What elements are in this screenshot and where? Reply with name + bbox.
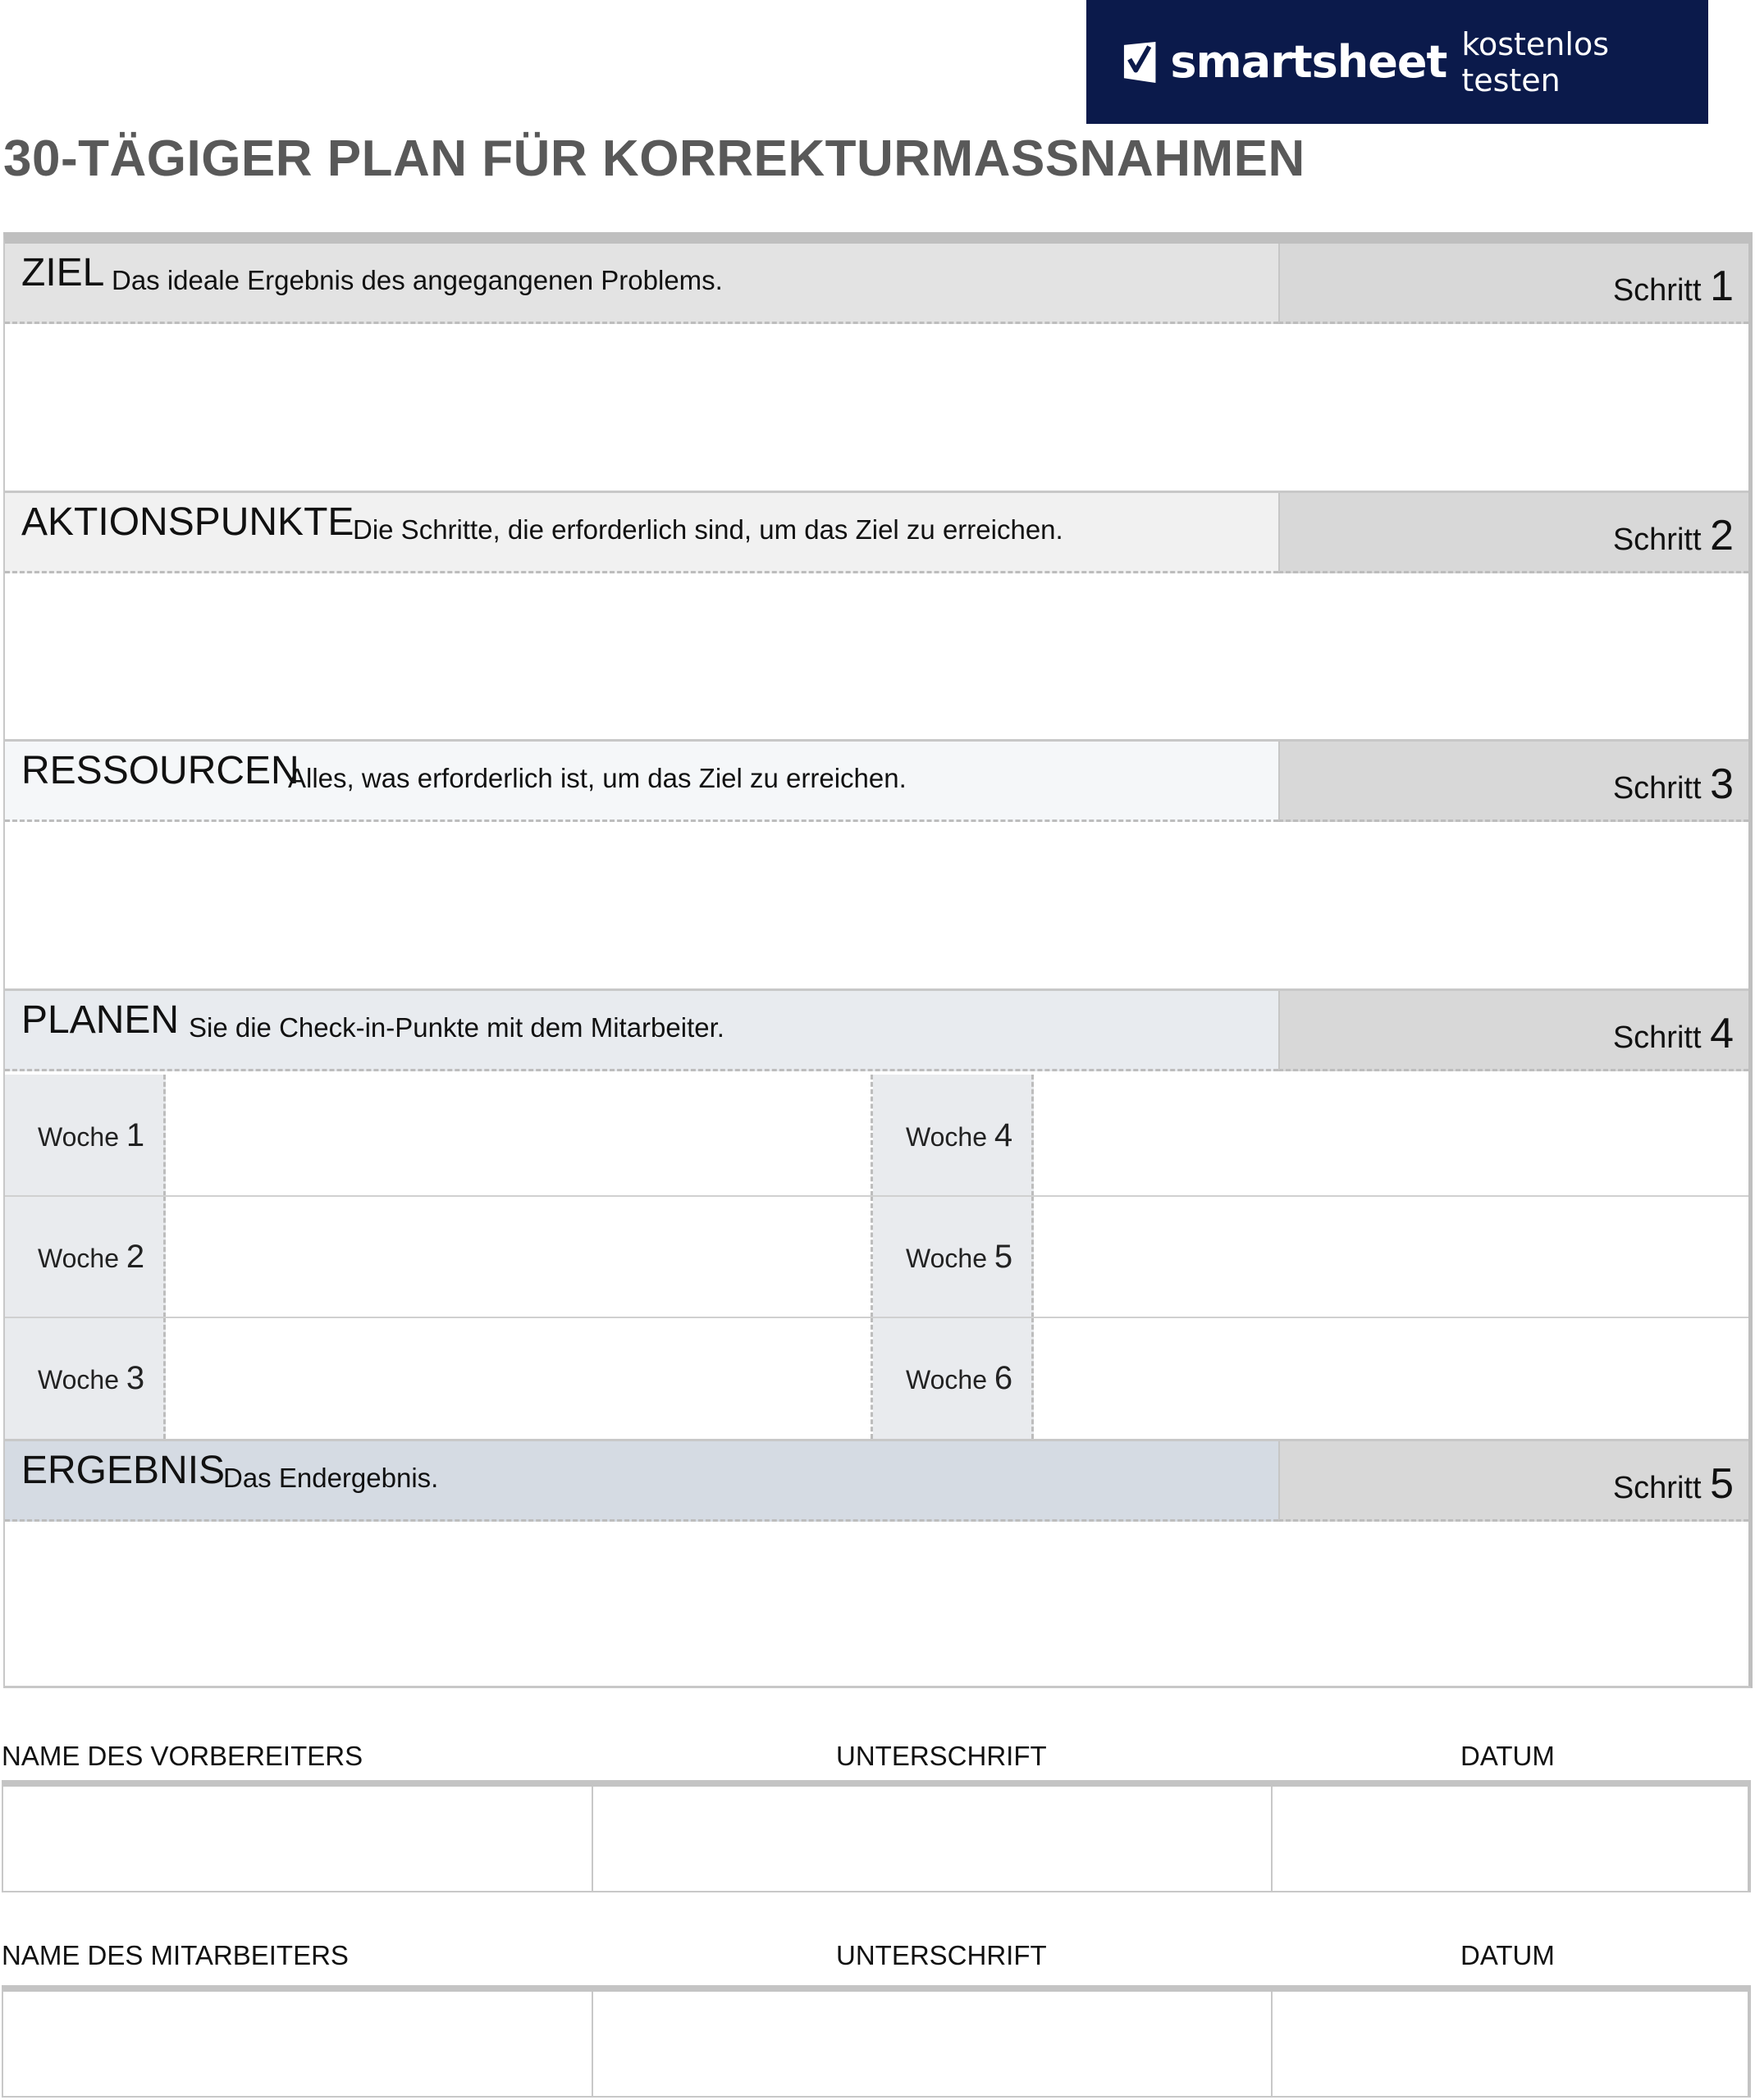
week-2-field[interactable]	[166, 1196, 873, 1317]
preparer-date-field[interactable]	[1273, 1787, 1748, 1891]
section-header	[5, 742, 1278, 822]
section-title: ERGEBNIS	[21, 1449, 226, 1492]
week-label: Woche 6	[873, 1317, 1034, 1439]
result-field[interactable]	[5, 1522, 1748, 1684]
step-word: Schritt	[1612, 1471, 1702, 1505]
employee-signature-row	[2, 1985, 1751, 2098]
week-label: Woche 5	[873, 1196, 1034, 1317]
trial-cta: kostenlos testen	[1461, 25, 1609, 98]
step-number: 5	[1710, 1460, 1734, 1508]
employee-name-label: NAME DES MITARBEITERS	[2, 1940, 349, 1970]
week-1-field[interactable]	[166, 1075, 873, 1196]
week-label: Woche 1	[5, 1075, 166, 1196]
week-3-field[interactable]	[166, 1317, 873, 1439]
section-description: Die Schritte, die erforderlich sind, um das Ziel zu erreichen.	[353, 514, 1063, 545]
step-badge	[1278, 1441, 1748, 1522]
section-header	[5, 1441, 1278, 1522]
section-header	[5, 991, 1278, 1071]
week-6-field[interactable]	[1034, 1317, 1748, 1439]
week-label: Woche 3	[5, 1317, 166, 1439]
week-5-field[interactable]	[1034, 1196, 1748, 1317]
section-description: Alles, was erforderlich ist, um das Ziel zu erreichen.	[288, 763, 907, 793]
section-header	[5, 244, 1278, 324]
section-header	[5, 493, 1278, 573]
preparer-signature-row	[2, 1780, 1751, 1892]
preparer-date-label: DATUM	[1460, 1741, 1555, 1771]
employee-date-label: DATUM	[1460, 1940, 1555, 1970]
smartsheet-check-logo-icon	[1122, 41, 1157, 84]
employee-signature-field[interactable]	[593, 1992, 1271, 2096]
goal-field[interactable]	[5, 324, 1748, 491]
preparer-signature-field[interactable]	[593, 1787, 1271, 1891]
row-divider	[5, 1317, 1748, 1318]
plan-form	[3, 232, 1753, 1688]
section-title: PLANEN	[21, 998, 180, 1042]
step-badge	[1278, 493, 1748, 573]
row-divider	[5, 1195, 1748, 1197]
section-title: AKTIONSPUNKTE	[21, 500, 354, 544]
brand-name: smartsheet	[1170, 36, 1447, 88]
section-description: Das ideale Ergebnis des angegangenen Problems.	[112, 265, 723, 295]
employee-signature-label: UNTERSCHRIFT	[836, 1940, 1047, 1970]
step-word: Schritt	[1612, 1020, 1702, 1055]
step-number: 2	[1710, 512, 1734, 559]
step-word: Schritt	[1612, 523, 1702, 557]
week-label: Woche 4	[873, 1075, 1034, 1196]
preparer-signature-label: UNTERSCHRIFT	[836, 1741, 1047, 1771]
step-number: 1	[1710, 262, 1734, 310]
weekly-checkin-grid	[5, 1075, 1748, 1439]
preparer-name-field[interactable]	[3, 1787, 592, 1891]
section-title: ZIEL	[21, 251, 105, 294]
action-items-field[interactable]	[5, 573, 1748, 739]
preparer-name-label: NAME DES VORBEREITERS	[2, 1741, 363, 1771]
employee-name-field[interactable]	[3, 1992, 592, 2096]
week-4-field[interactable]	[1034, 1075, 1748, 1196]
resources-field[interactable]	[5, 822, 1748, 988]
smartsheet-trial-banner[interactable]	[1086, 0, 1708, 124]
section-title: RESSOURCEN	[21, 749, 299, 792]
page-title: 30-TÄGIGER PLAN FÜR KORREKTURMASSNAHMEN	[3, 130, 1305, 187]
step-badge	[1278, 244, 1748, 324]
step-word: Schritt	[1612, 273, 1702, 308]
week-label: Woche 2	[5, 1196, 166, 1317]
step-number: 3	[1710, 760, 1734, 808]
step-word: Schritt	[1612, 771, 1702, 806]
step-badge	[1278, 991, 1748, 1071]
section-description: Das Endergebnis.	[223, 1463, 439, 1493]
section-description: Sie die Check-in-Punkte mit dem Mitarbeiter.	[189, 1012, 724, 1043]
employee-date-field[interactable]	[1273, 1992, 1748, 2096]
step-badge	[1278, 742, 1748, 822]
step-number: 4	[1710, 1010, 1734, 1057]
